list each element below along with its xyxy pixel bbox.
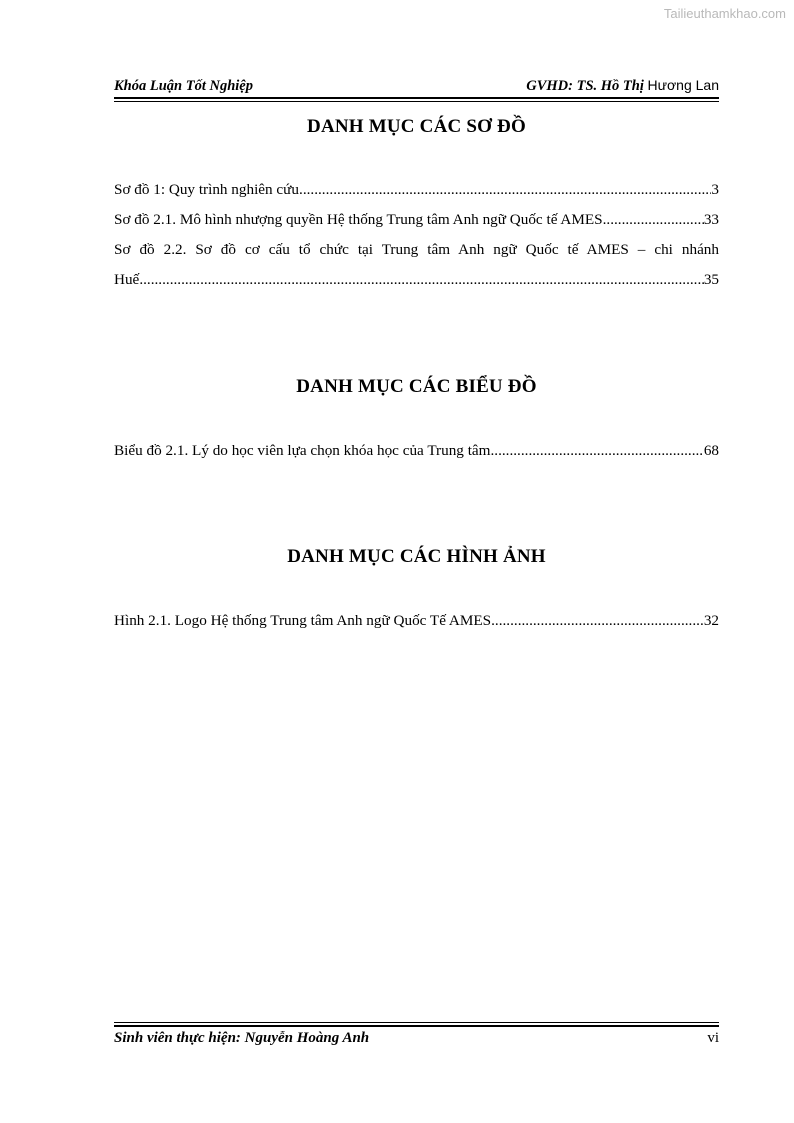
toc-leader-dots	[299, 181, 711, 199]
toc-leader-dots	[491, 612, 704, 630]
toc-entry[interactable]	[114, 271, 719, 289]
page-footer	[114, 1030, 719, 1047]
toc-leader-dots	[139, 271, 704, 289]
footer-rule	[114, 1022, 719, 1027]
toc-entry-page: 68	[703, 442, 719, 459]
toc-entry-label-line1[interactable]: Sơ đồ 2.2. Sơ đồ cơ cấu tổ chức tại Trung tâm Anh ngữ Quốc tế AMES – chi nhánh	[114, 241, 719, 258]
header-advisor-prefix: GVHD: TS. Hồ Thị	[526, 78, 644, 94]
toc-entry-label-line2: Huế	[114, 271, 140, 288]
toc-leader-dots	[490, 442, 703, 460]
toc-entry-label: Biểu đồ 2.1. Lý do học viên lựa chọn khóa học của Trung tâm	[114, 442, 491, 459]
section-title-diagrams: DANH MỤC CÁC SƠ ĐỒ	[307, 116, 526, 137]
toc-entry-page: 35	[703, 271, 719, 288]
header-rule	[114, 97, 719, 102]
toc-entry[interactable]	[114, 442, 719, 460]
footer-page-number: vi	[707, 1030, 719, 1046]
header-advisor-name: Hương Lan	[647, 77, 719, 93]
toc-entry-page: 33	[703, 211, 719, 228]
page-header	[114, 77, 719, 95]
footer-student: Sinh viên thực hiện: Nguyễn Hoàng Anh	[114, 1030, 370, 1046]
toc-entry-page: 3	[711, 181, 719, 198]
toc-entry[interactable]	[114, 612, 719, 630]
toc-leader-dots	[603, 211, 704, 229]
section-title-charts: DANH MỤC CÁC BIỂU ĐỒ	[296, 376, 537, 397]
section-title-images: DANH MỤC CÁC HÌNH ẢNH	[287, 546, 546, 567]
watermark: Tailieuthamkhao.com	[663, 6, 786, 21]
toc-entry[interactable]	[114, 211, 719, 229]
toc-entry[interactable]	[114, 181, 719, 199]
toc-entry-label: Sơ đồ 1: Quy trình nghiên cứu	[114, 181, 300, 198]
header-advisor	[526, 77, 719, 95]
toc-entry-label: Sơ đồ 2.1. Mô hình nhượng quyền Hệ thống Trung tâm Anh ngữ Quốc tế AMES	[114, 211, 603, 228]
header-thesis-label: Khóa Luận Tốt Nghiệp	[114, 78, 253, 94]
toc-entry-page: 32	[703, 612, 719, 629]
toc-entry-label: Hình 2.1. Logo Hệ thống Trung tâm Anh ngữ Quốc Tế AMES	[114, 612, 492, 629]
